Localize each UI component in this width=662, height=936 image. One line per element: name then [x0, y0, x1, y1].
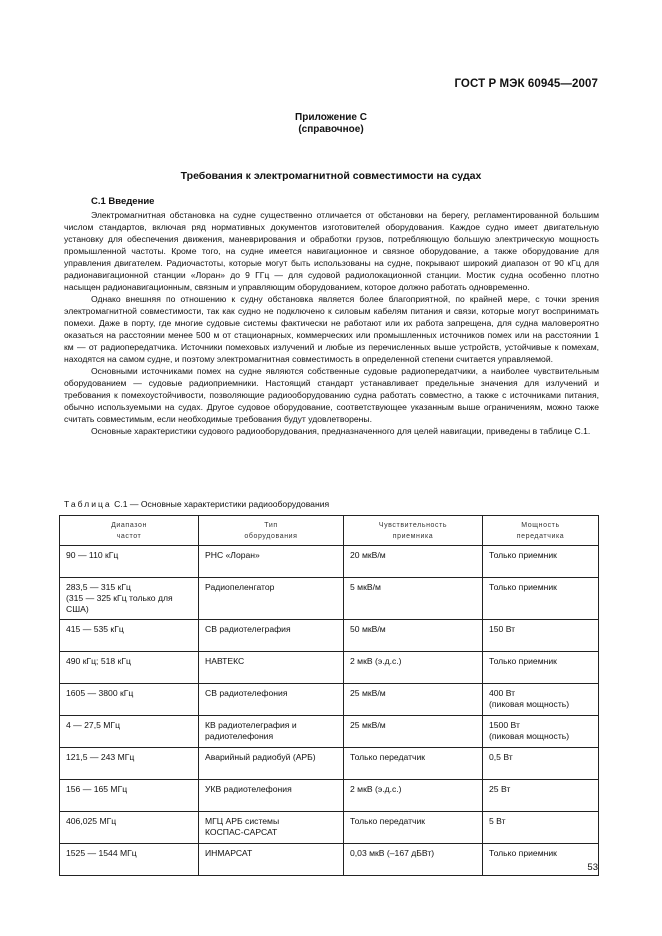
table-cell: 283,5 — 315 кГц (315 — 325 кГц только для США)	[60, 578, 199, 620]
table-row	[60, 620, 599, 652]
section-heading: С.1 Введение	[91, 196, 155, 207]
table-cell: МГЦ АРБ системы КОСПАС-САРСАТ	[199, 812, 344, 844]
column-header-equipment-type: Тип оборудования	[199, 516, 344, 546]
table-cell: 5 Вт	[483, 812, 599, 844]
table-row	[60, 812, 599, 844]
table-caption	[64, 499, 329, 509]
paragraph: Основными источниками помех на судне являются собственные судовые радиопередатчики, а наиболее чувствительным оборудованием — судовые радиоприемники. Настоящий стандарт устанавливает предельные значения для излучений и требования к помехоустойчивости, позволяющие радиооборудованию судна работать совместно, а также с источниками питания, обычно используемыми на судах. Другое судовое оборудование, соответствующее указанным выше ограничениям, можно также считать совместимым, если необходимые требования будут удовлетворены.	[64, 366, 599, 424]
table-cell: ИНМАРСАТ	[199, 844, 344, 876]
column-header-transmitter-power: Мощность передатчика	[483, 516, 599, 546]
appendix-subtitle: (справочное)	[298, 124, 364, 135]
table-cell: Аварийный радиобуй (АРБ)	[199, 748, 344, 780]
table-header-row	[60, 516, 599, 546]
table-cell: УКВ радиотелефония	[199, 780, 344, 812]
table-cell: 400 Вт (пиковая мощность)	[483, 684, 599, 716]
table-row	[60, 748, 599, 780]
paragraph: Однако внешняя по отношению к судну обстановка является более благоприятной, по крайней мере, с точки зрения электромагнитной совместимости, так как судно не подключено к силовым кабелям питания и связи, которые могут воспринимать помехи. Даже в порту, где многие судовые системы фактически не работают или их работа запрещена, для судна маловероятно оказаться на расстоянии менее 500 м от стационарных, коммерческих или промышленных источников помех или на расстоянии 1 км — от радиопередатчика. Источники помеховых излучений и любые из перечисленных выше устройств, устойчивые к помехам, находятся на самом судне, и поэтому электромагнитная совместимость в определенной степени считается управляемой.	[64, 294, 599, 364]
table-cell: 25 мкВ/м	[344, 684, 483, 716]
appendix-heading	[0, 112, 662, 136]
table-cell: КВ радиотелеграфия и радиотелефония	[199, 716, 344, 748]
table-cell: 156 — 165 МГц	[60, 780, 199, 812]
document-title: Требования к электромагнитной совместимости на судах	[180, 170, 482, 182]
table-cell: 1605 — 3800 кГц	[60, 684, 199, 716]
table-row	[60, 844, 599, 876]
appendix-title: Приложение С	[295, 112, 367, 123]
table-cell: 121,5 — 243 МГц	[60, 748, 199, 780]
table-cell: Радиопеленгатор	[199, 578, 344, 620]
table-row	[60, 578, 599, 620]
radio-equipment-table	[59, 515, 599, 876]
table-row	[60, 780, 599, 812]
table-caption-label: Таблица	[64, 499, 112, 509]
table-cell: 0,03 мкВ (–167 дБВт)	[344, 844, 483, 876]
table-cell: 2 мкВ (э.д.с.)	[344, 652, 483, 684]
table-cell: 50 мкВ/м	[344, 620, 483, 652]
table-cell: Только приемник	[483, 546, 599, 578]
table-cell: Только приемник	[483, 578, 599, 620]
page-number: 53	[587, 862, 598, 873]
table-caption-text: С.1 — Основные характеристики радиооборудования	[114, 499, 330, 509]
table-cell: 25 мкВ/м	[344, 716, 483, 748]
table-cell: 20 мкВ/м	[344, 546, 483, 578]
column-header-frequency-range: Диапазон частот	[60, 516, 199, 546]
table-row	[60, 716, 599, 748]
table-row	[60, 652, 599, 684]
table-cell: 2 мкВ (э.д.с.)	[344, 780, 483, 812]
table-cell: 25 Вт	[483, 780, 599, 812]
table-cell: Только передатчик	[344, 748, 483, 780]
paragraph: Основные характеристики судового радиооборудования, предназначенного для целей навигации, приведены в таблице С.1.	[91, 426, 591, 436]
table-cell: 490 кГц; 518 кГц	[60, 652, 199, 684]
column-header-receiver-sensitivity: Чувствительность приемника	[344, 516, 483, 546]
table-cell: НАВТЕКС	[199, 652, 344, 684]
table-cell: СВ радиотелефония	[199, 684, 344, 716]
table-row	[60, 546, 599, 578]
table-cell: СВ радиотелеграфия	[199, 620, 344, 652]
table-cell: 415 — 535 кГц	[60, 620, 199, 652]
table-cell: Только приемник	[483, 652, 599, 684]
table-cell: Только передатчик	[344, 812, 483, 844]
table-cell: 406,025 МГц	[60, 812, 199, 844]
table-cell: РНС «Лоран»	[199, 546, 344, 578]
table-cell: 1525 — 1544 МГц	[60, 844, 199, 876]
standard-code: ГОСТ Р МЭК 60945—2007	[454, 78, 598, 90]
table-cell: 4 — 27,5 МГц	[60, 716, 199, 748]
table-cell: 1500 Вт (пиковая мощность)	[483, 716, 599, 748]
paragraph: Электромагнитная обстановка на судне существенно отличается от обстановки на берегу, регламентированной большим числом стандартов, включая ряд нормативных документов изготовителей оборудования. Каждое судно имеет двигательную установку для обеспечения движения, маневрирования и обработки грузов, потребляющую большую электрическую мощность промышленной частоты. Кроме того, на судне имеется навигационное и связное оборудование, а также оборудование для управления двигателем. Радиочастоты, которые могут быть использованы на судне, покрывают широкий диапазон от 90 кГц для радионавигационной станции «Лоран» до 9 ГГц — для судовой радиолокационной станции. Мостик судна особенно плотно насыщен радионавигационным, связным и управляющим оборудованием, которое должно работать одновременно.	[64, 210, 599, 292]
table-cell: Только приемник	[483, 844, 599, 876]
table-cell: 5 мкВ/м	[344, 578, 483, 620]
table-cell: 90 — 110 кГц	[60, 546, 199, 578]
table-cell: 0,5 Вт	[483, 748, 599, 780]
table-row	[60, 684, 599, 716]
table-cell: 150 Вт	[483, 620, 599, 652]
body-text	[64, 209, 599, 437]
